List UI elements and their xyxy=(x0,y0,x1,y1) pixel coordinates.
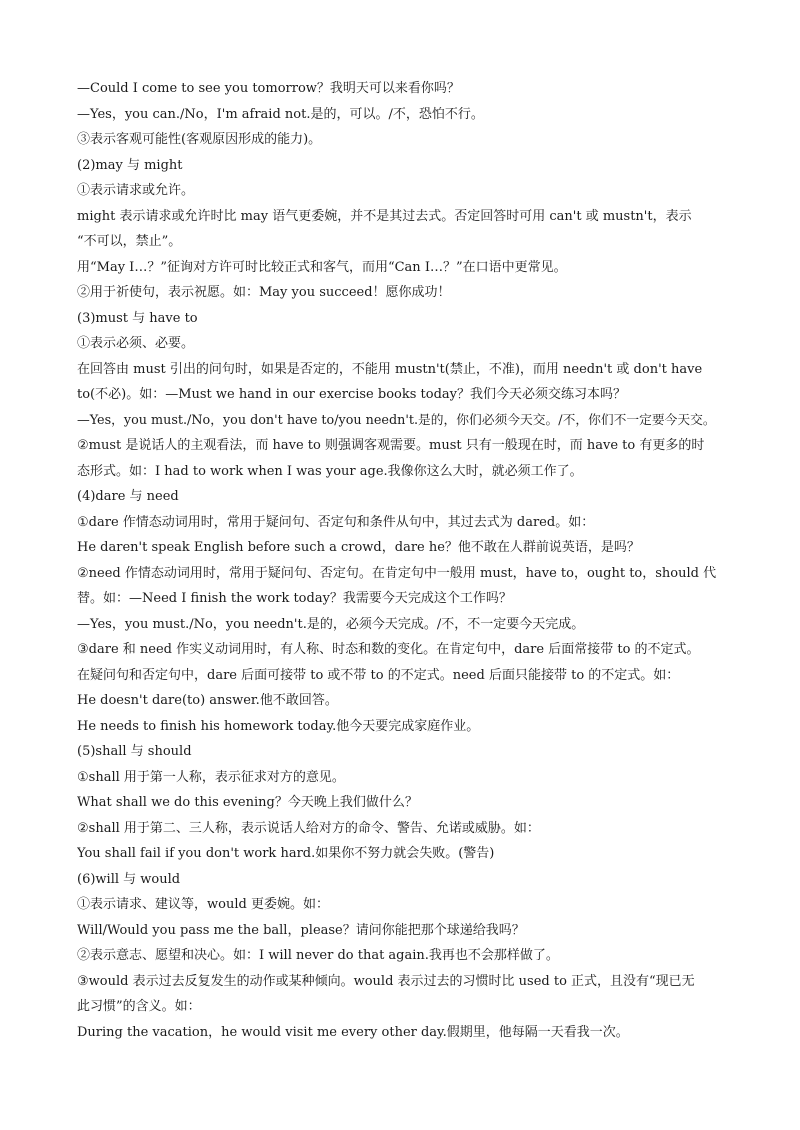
text-line: ①shall 用于第一人称，表示征求对方的意见。 xyxy=(77,769,345,785)
text-line: —Yes，you can./No，I'm afraid not.是的，可以。/不，恐怕不行。 xyxy=(77,106,484,122)
text-line: He needs to finish his homework today.他今天要完成家庭作业。 xyxy=(77,718,480,734)
text-line: ①表示必须、必要。 xyxy=(77,336,195,351)
section-heading-may-might: (2)may 与 might xyxy=(77,157,183,173)
text-line: 此习惯”的含义。如： xyxy=(77,999,201,1014)
text-line: ③dare 和 need 作实义动词用时，有人称、时态和数的变化。在肯定句中，dare 后面常接带 to 的不定式。 xyxy=(77,642,700,657)
text-line: 在疑问句和否定句中，dare 后面可接带 to 或不带 to 的不定式。need 后面只能接带 to 的不定式。如： xyxy=(77,667,680,683)
text-line: He doesn't dare(to) answer.他不敢回答。 xyxy=(77,693,338,708)
text-line: ①dare 作情态动词用时，常用于疑问句、否定句和条件从句中，其过去式为 dared。如： xyxy=(77,514,595,530)
text-line: ②must 是说话人的主观看法，而 have to 则强调客观需要。must 只有一般现在时，而 have to 有更多的时 xyxy=(77,438,705,453)
text-line: 态形式。如：I had to work when I was your age.我像你这么大时，就必须工作了。 xyxy=(77,463,583,479)
text-line: ③表示客观可能性(客观原因形成的能力)。 xyxy=(77,132,322,147)
section-heading-will-would: (6)will 与 would xyxy=(77,871,181,887)
text-line: ②shall 用于第二、三人称，表示说话人给对方的命令、警告、允诺或威胁。如： xyxy=(77,820,540,836)
text-line: ②用于祈使句，表示祝愿。如：May you succeed！愿你成功！ xyxy=(77,285,451,300)
text-line: to(不必)。如：—Must we hand in our exercise books today？我们今天必须交练习本吗？ xyxy=(77,387,627,402)
text-line: might 表示请求或允许时比 may 语气更委婉，并不是其过去式。否定回答时可用 can't 或 mustn't，表示 xyxy=(77,208,692,224)
text-line: ②need 作情态动词用时，常用于疑问句、否定句。在肯定句中一般用 must，have to，ought to，should 代 xyxy=(77,565,717,581)
text-line: —Yes，you must./No，you needn't.是的，必须今天完成。/不，不一定要今天完成。 xyxy=(77,616,585,632)
text-line: 用“May I…？”征询对方许可时比较正式和客气，而用“Can I…？”在口语中更常见。 xyxy=(77,259,567,275)
text-line: What shall we do this evening？今天晚上我们做什么？ xyxy=(77,795,418,810)
text-line: ③would 表示过去反复发生的动作或某种倾向。would 表示过去的习惯时比 used to 正式，且没有“现已无 xyxy=(77,973,695,989)
text-line: You shall fail if you don't work hard.如果你不努力就会失败。(警告) xyxy=(77,846,495,861)
text-line: 在回答由 must 引出的问句时，如果是否定的，不能用 mustn't(禁止，不准)，而用 needn't 或 don't have xyxy=(77,361,703,377)
section-heading-dare-need: (4)dare 与 need xyxy=(77,489,179,504)
text-line: During the vacation，he would visit me every other day.假期里，他每隔一天看我一次。 xyxy=(77,1024,629,1040)
text-line: ①表示请求或允许。 xyxy=(77,183,195,198)
text-line: Will/Would you pass me the ball，please？请问你能把那个球递给我吗？ xyxy=(77,922,525,938)
text-line: “不可以，禁止”。 xyxy=(77,234,182,249)
section-heading-must-have-to: (3)must 与 have to xyxy=(77,310,198,326)
text-line: ②表示意志、愿望和决心。如：I will never do that again.我再也不会那样做了。 xyxy=(77,948,559,963)
section-heading-shall-should: (5)shall 与 should xyxy=(77,744,192,759)
text-line: He daren't speak English before such a crowd，dare he？他不敢在人群前说英语，是吗？ xyxy=(77,540,640,555)
text-line: ①表示请求、建议等，would 更委婉。如： xyxy=(77,897,329,912)
document-body xyxy=(77,76,725,1045)
text-line: —Could I come to see you tomorrow？我明天可以来看你吗？ xyxy=(77,81,460,96)
text-line: —Yes，you must./No，you don't have to/you needn't.是的，你们必须今天交。/不，你们不一定要今天交。 xyxy=(77,412,716,428)
text-line: 替。如：—Need I finish the work today？我需要今天完成这个工作吗？ xyxy=(77,591,512,606)
